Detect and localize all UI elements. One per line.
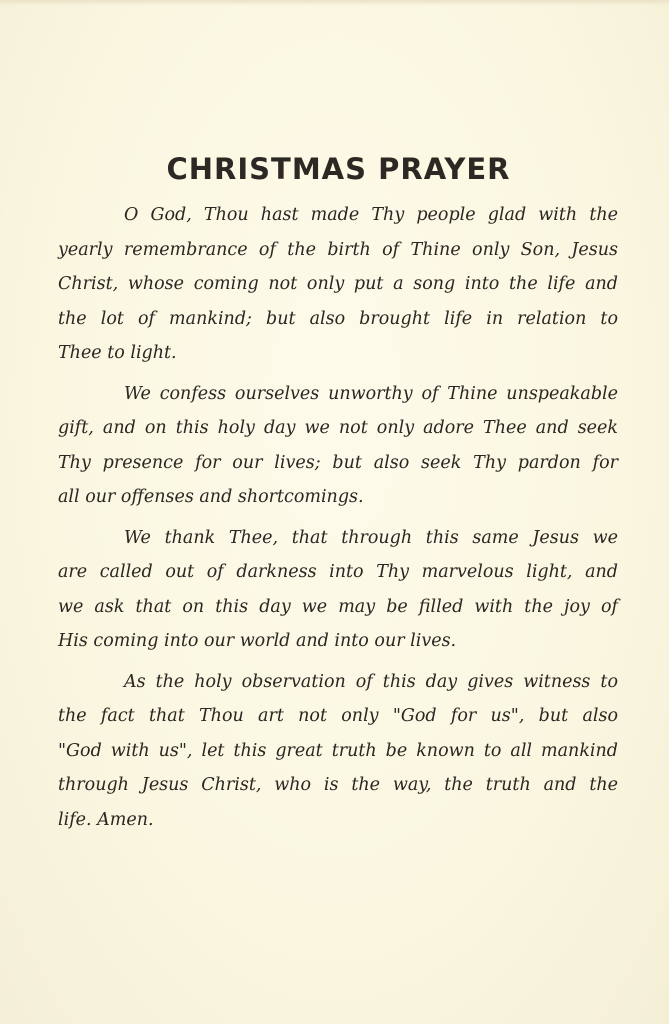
text-line: As the holy observation of this day gives witness to: [124, 671, 618, 692]
text-line: His coming into our world and into our lives.: [58, 631, 457, 651]
text-line: Thy presence for our lives; but also seek Thy pardon for: [58, 452, 618, 473]
text-line: the fact that Thou art not only "God for us", but also: [58, 706, 618, 726]
paragraph-2: [58, 377, 618, 515]
paragraph-1: [58, 198, 618, 371]
text-line: "God with us", let this great truth be known to all mankind: [58, 740, 618, 761]
text-line: We confess ourselves unworthy of Thine unspeakable: [124, 383, 618, 404]
text-line: through Jesus Christ, who is the way, the truth and the: [58, 775, 618, 795]
text-line: O God, Thou hast made Thy people glad with the: [124, 205, 618, 225]
text-line: Christ, whose coming not only put a song into the life and: [58, 274, 618, 294]
text-line: all our offenses and shortcomings.: [58, 487, 364, 507]
text-line: life. Amen.: [58, 809, 154, 830]
text-line: the lot of mankind; but also brought life in relation to: [58, 308, 618, 329]
prayer-body: [58, 198, 618, 837]
text-line: we ask that on this day we may be filled with the joy of: [58, 596, 618, 617]
text-line: Thee to light.: [58, 343, 177, 363]
paragraph-4: [58, 665, 618, 838]
paper-top-edge: [0, 0, 669, 6]
text-line: We thank Thee, that through this same Jesus we: [124, 527, 618, 548]
page-title: CHRISTMAS PRAYER: [166, 152, 511, 186]
text-line: gift, and on this holy day we not only adore Thee and seek: [58, 418, 618, 438]
text-line: yearly remembrance of the birth of Thine only Son, Jesus: [58, 239, 618, 260]
paragraph-3: [58, 521, 618, 659]
text-line: are called out of darkness into Thy marvelous light, and: [58, 562, 618, 582]
